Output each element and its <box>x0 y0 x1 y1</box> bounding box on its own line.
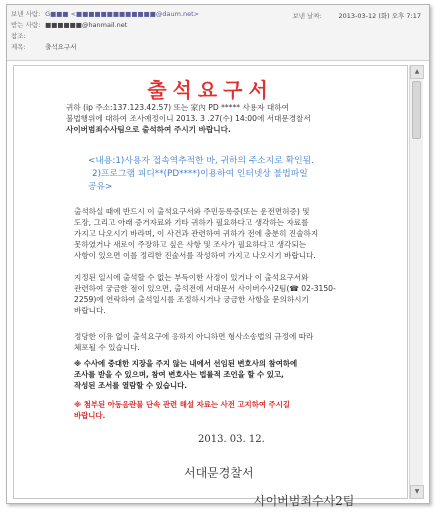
note-attachment-line-1: ※ 첨부된 아동음란물 단속 관련 해설 자료는 사전 고지하여 주시길 <box>74 400 290 409</box>
contact-line-1: 지정된 일시에 출석할 수 없는 부득이한 사정이 있거나 이 출석요구서와 <box>74 273 309 282</box>
content-line-2: 2)프로그램 피디**(PD****)이용하여 인터넷상 불법파일 <box>92 169 308 179</box>
instructions-line-4: 못하였거나 새로이 주장하고 싶은 사항 및 조사가 필요하다고 생각되는 <box>74 240 307 249</box>
note-attachment <box>74 399 290 421</box>
date-value: 2013-03-12 (화) 오후 7:17 <box>338 12 421 20</box>
vertical-scrollbar[interactable] <box>409 65 423 499</box>
subject-value: 출석요구서 <box>45 43 77 51</box>
email-window <box>6 4 430 508</box>
paragraph-warning <box>74 331 313 353</box>
date-label: 보낸 날짜: <box>292 12 322 20</box>
instructions-line-1: 출석하실 때에 반드시 이 출석요구서와 주민등록증(또는 운전면허증) 및 <box>74 207 310 216</box>
from-row <box>11 9 199 19</box>
contact-line-3: 2259)에 연락하여 출석일시를 조정하시거나 궁금한 사항을 문의하시기 <box>74 295 309 304</box>
contact-line-4: 바랍니다. <box>74 306 106 315</box>
chevron-up-icon[interactable]: ▲ <box>410 65 424 79</box>
paragraph-instructions <box>74 206 318 261</box>
from-label: 보낸 사람: <box>11 10 41 18</box>
to-value[interactable]: ■■■■■■@hanmail.net <box>45 21 128 29</box>
instructions-line-2: 도장, 그리고 아래 증거자료와 기타 귀하가 필요하다고 생각하는 자료를 <box>74 218 309 227</box>
note-lawyer-line-3: 작성된 조서를 열람할 수 있습니다. <box>74 381 188 390</box>
paragraph-summons <box>66 102 311 135</box>
cc-row <box>11 31 43 41</box>
note-lawyer-line-2: 조사를 받을 수 있으며, 참여 변호사는 법률적 조언을 할 수 있고, <box>74 370 284 379</box>
chevron-down-icon[interactable]: ▼ <box>410 485 424 499</box>
cc-label: 참조: <box>11 32 26 40</box>
scroll-thumb[interactable] <box>412 81 421 139</box>
date-row <box>292 11 421 20</box>
content-line-3: 공유> <box>88 182 113 192</box>
to-label: 받는 사람: <box>11 21 41 29</box>
message-body[interactable] <box>13 65 408 508</box>
from-value[interactable]: G■■■ <■■■■■■■■■■■■■@daum.net> <box>45 10 200 18</box>
email-header <box>7 5 429 61</box>
letter-date: 2013. 03. 12. <box>198 434 265 445</box>
warning-line-1: 정당한 이유 없이 출석요구에 응하지 아니하면 형사소송법의 규정에 따라 <box>74 332 314 341</box>
cyber-team: 사이버범죄수사2팀 <box>254 494 355 508</box>
instructions-line-5: 사항이 있으면 이를 정리한 진술서를 작성하여 가지고 나오시기 바랍니다. <box>74 251 316 260</box>
summons-line-3: 사이버범죄수사팀으로 출석하여 주시기 바랍니다. <box>66 125 231 134</box>
note-lawyer-line-1: ※ 수사에 중대한 지장을 주지 않는 내에서 선임된 변호사의 참여하에 <box>74 359 298 368</box>
note-attachment-line-2: 바랍니다. <box>74 411 106 420</box>
note-lawyer <box>74 358 297 391</box>
instructions-line-3: 가지고 나오시기 바라며, 이 사건과 관련하여 귀하가 전에 충분히 진술하지 <box>74 229 319 238</box>
letter-title: 출석요구서 <box>147 78 274 102</box>
to-row <box>11 20 127 30</box>
summons-line-1: 귀하 (ip 주소:137.123.42.57) 또는 家內 PD ***** 사용자 대하여 <box>66 103 289 112</box>
police-office: 서대문경찰서 <box>184 466 254 480</box>
warning-line-2: 체포될 수 있습니다. <box>74 343 140 352</box>
subject-label: 제목: <box>11 43 26 51</box>
summons-line-2: 불법행위에 대하여 조사예정이니 2013. 3 .27(수) 14:00에 서대문경찰서 <box>66 114 311 123</box>
paragraph-contact <box>74 272 336 316</box>
contact-line-2: 관련하여 궁금한 점이 있으면, 출석전에 서대문서 사이버수사2팀(☎ 02-3150- <box>74 284 336 293</box>
content-line-1: <내용:1)사용자 접속역추적한 바, 귀하의 주소지로 확인됨. <box>88 156 314 166</box>
subject-row <box>11 42 76 52</box>
